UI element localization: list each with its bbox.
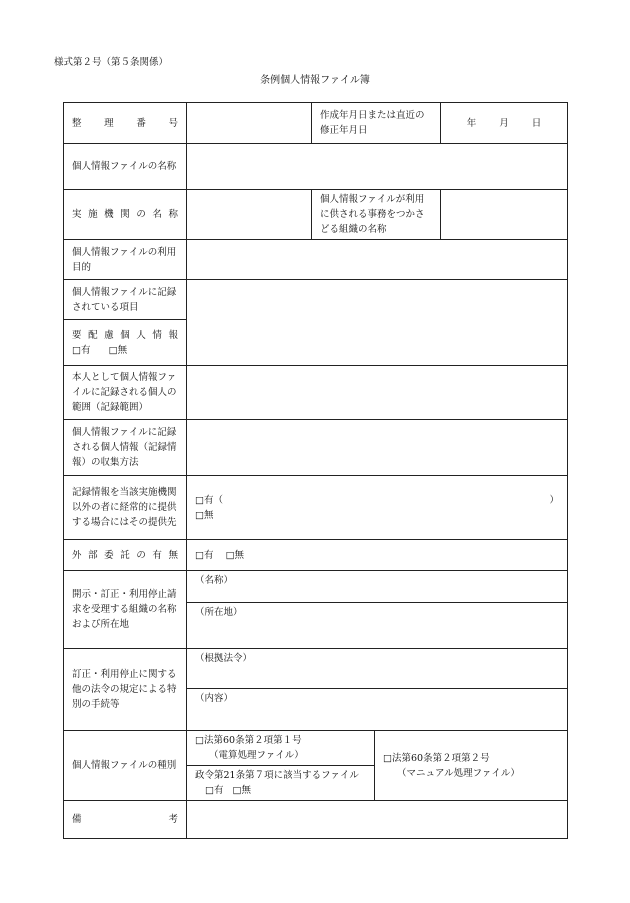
file-name-label: 個人情報ファイルの名称 (64, 144, 187, 190)
manual-file-checkbox[interactable]: □法第60条第２項第２号 (383, 752, 490, 764)
outsourcing-label-char: 委 (104, 549, 114, 561)
day-label: 日 (531, 117, 542, 129)
record-scope-value[interactable] (187, 366, 568, 420)
disclosure-org-label: 開示・訂正・利用停止請求を受理する組織の名称および所在地 (64, 571, 187, 649)
provision-close-paren: ） (549, 494, 560, 506)
file-type-electronic-cell (187, 731, 375, 801)
outsourcing-yes-checkbox[interactable]: □有 (195, 549, 214, 561)
year-label: 年 (466, 117, 477, 129)
form-title: 条例個人情報ファイル簿 (260, 75, 370, 86)
sensitive-info-label-char: 配 (88, 329, 98, 341)
special-procedure-content-field[interactable]: （内容） (187, 689, 568, 731)
outsourcing-label-char: 託 (120, 549, 130, 561)
remarks-label-char: 備 (72, 814, 82, 825)
row-disclosure-org-name (64, 571, 568, 603)
sensitive-no-checkbox[interactable]: □無 (108, 344, 128, 356)
sensitive-info-label-char: 人 (136, 329, 146, 341)
row-file-name (64, 144, 568, 190)
sensitive-yes-checkbox[interactable]: □有 (72, 344, 91, 356)
agency-label (64, 190, 187, 240)
disclosure-org-name-field[interactable]: （名称） (187, 571, 568, 603)
record-scope-label: 本人として個人情報ファイルに記録される個人の範囲（記録範囲） (64, 366, 187, 420)
row-recorded-items (64, 280, 568, 320)
file-type-label: 個人情報ファイルの種別 (64, 731, 187, 801)
cabinet-order-yes-checkbox[interactable]: □有 (205, 785, 224, 796)
cabinet-order-no-checkbox[interactable]: □無 (232, 785, 252, 796)
provision-value[interactable] (187, 476, 568, 540)
outsourcing-no-checkbox[interactable]: □無 (225, 549, 245, 561)
purpose-label: 個人情報ファイルの利用目的 (64, 240, 187, 280)
recorded-items-label: 個人情報ファイルに記録されている項目 (64, 280, 187, 320)
month-label: 月 (499, 117, 509, 129)
outsourcing-label-char: 無 (168, 549, 178, 561)
serial-number-label-char: 整 (72, 117, 82, 129)
agency-label-char: 名 (152, 209, 162, 220)
sensitive-info-label-char: 要 (72, 329, 82, 341)
serial-number-label-char: 号 (168, 117, 178, 129)
sensitive-info-label (64, 320, 187, 366)
outsourcing-label-char: 有 (152, 549, 162, 561)
agency-label-char: 関 (120, 209, 130, 220)
file-type-manual-cell (375, 731, 568, 801)
outsourcing-label (64, 540, 187, 571)
manual-file-note: （マニュアル処理ファイル） (397, 767, 520, 779)
row-collection-method (64, 420, 568, 476)
file-name-value[interactable] (187, 144, 568, 190)
sensitive-info-label-char: 個 (120, 329, 130, 341)
outsourcing-label-char: 部 (88, 549, 98, 561)
row-agency (64, 190, 568, 240)
row-remarks (64, 801, 568, 839)
serial-number-value[interactable] (187, 103, 312, 144)
row-provision (64, 476, 568, 540)
cabinet-order-file-label: 政令第21条第７項に該当するファイル (195, 770, 359, 781)
org-label: 個人情報ファイルが利用に供される事務をつかさどる組織の名称 (312, 190, 441, 240)
sensitive-info-label-char: 慮 (104, 329, 114, 341)
agency-label-char: 機 (104, 209, 114, 220)
date-value[interactable] (441, 103, 568, 144)
outsourcing-value[interactable] (187, 540, 568, 571)
electronic-file-checkbox[interactable]: □法第60条第２項第１号 (195, 735, 302, 746)
outsourcing-label-char: の (136, 549, 146, 561)
purpose-value[interactable] (187, 240, 568, 280)
row-outsourcing (64, 540, 568, 571)
date-label: 作成年月日または直近の修正年月日 (312, 103, 441, 144)
agency-value[interactable] (187, 190, 312, 240)
serial-number-label (64, 103, 187, 144)
serial-number-label-char: 番 (136, 117, 146, 129)
sensitive-info-label-char: 情 (152, 329, 162, 341)
row-file-type (64, 731, 568, 801)
special-procedure-label: 訂正・利用停止に関する他の法令の規定による特別の手続等 (64, 649, 187, 731)
collection-method-value[interactable] (187, 420, 568, 476)
provision-label: 記録情報を当該実施機関以外の者に経常的に提供する場合にはその提供先 (64, 476, 187, 540)
remarks-label-char: 考 (168, 814, 178, 825)
row-serial-number (64, 103, 568, 144)
form-number-label: 様式第２号（第５条関係） (54, 57, 169, 68)
org-value[interactable] (441, 190, 568, 240)
provision-yes-checkbox[interactable]: □有（ (195, 494, 223, 506)
recorded-items-value[interactable] (187, 280, 568, 366)
agency-label-char: 施 (88, 209, 98, 220)
electronic-file-note: （電算処理ファイル） (209, 750, 304, 761)
collection-method-label: 個人情報ファイルに記録される個人情報（記録情報）の収集方法 (64, 420, 187, 476)
agency-label-char: 実 (72, 209, 82, 220)
agency-label-char: 称 (168, 209, 178, 220)
row-special-procedure-law (64, 649, 568, 689)
agency-label-char: の (136, 209, 146, 220)
row-record-scope (64, 366, 568, 420)
row-purpose (64, 240, 568, 280)
remarks-label (64, 801, 187, 839)
disclosure-org-address-field[interactable]: （所在地） (187, 603, 568, 649)
outsourcing-label-char: 外 (72, 549, 82, 561)
provision-no-checkbox[interactable]: □無 (195, 509, 214, 521)
remarks-value[interactable] (187, 801, 568, 839)
sensitive-info-label-char: 報 (168, 329, 178, 341)
personal-info-file-ledger-table (63, 102, 568, 839)
special-procedure-law-field[interactable]: （根拠法令） (187, 649, 568, 689)
serial-number-label-char: 理 (104, 117, 114, 129)
